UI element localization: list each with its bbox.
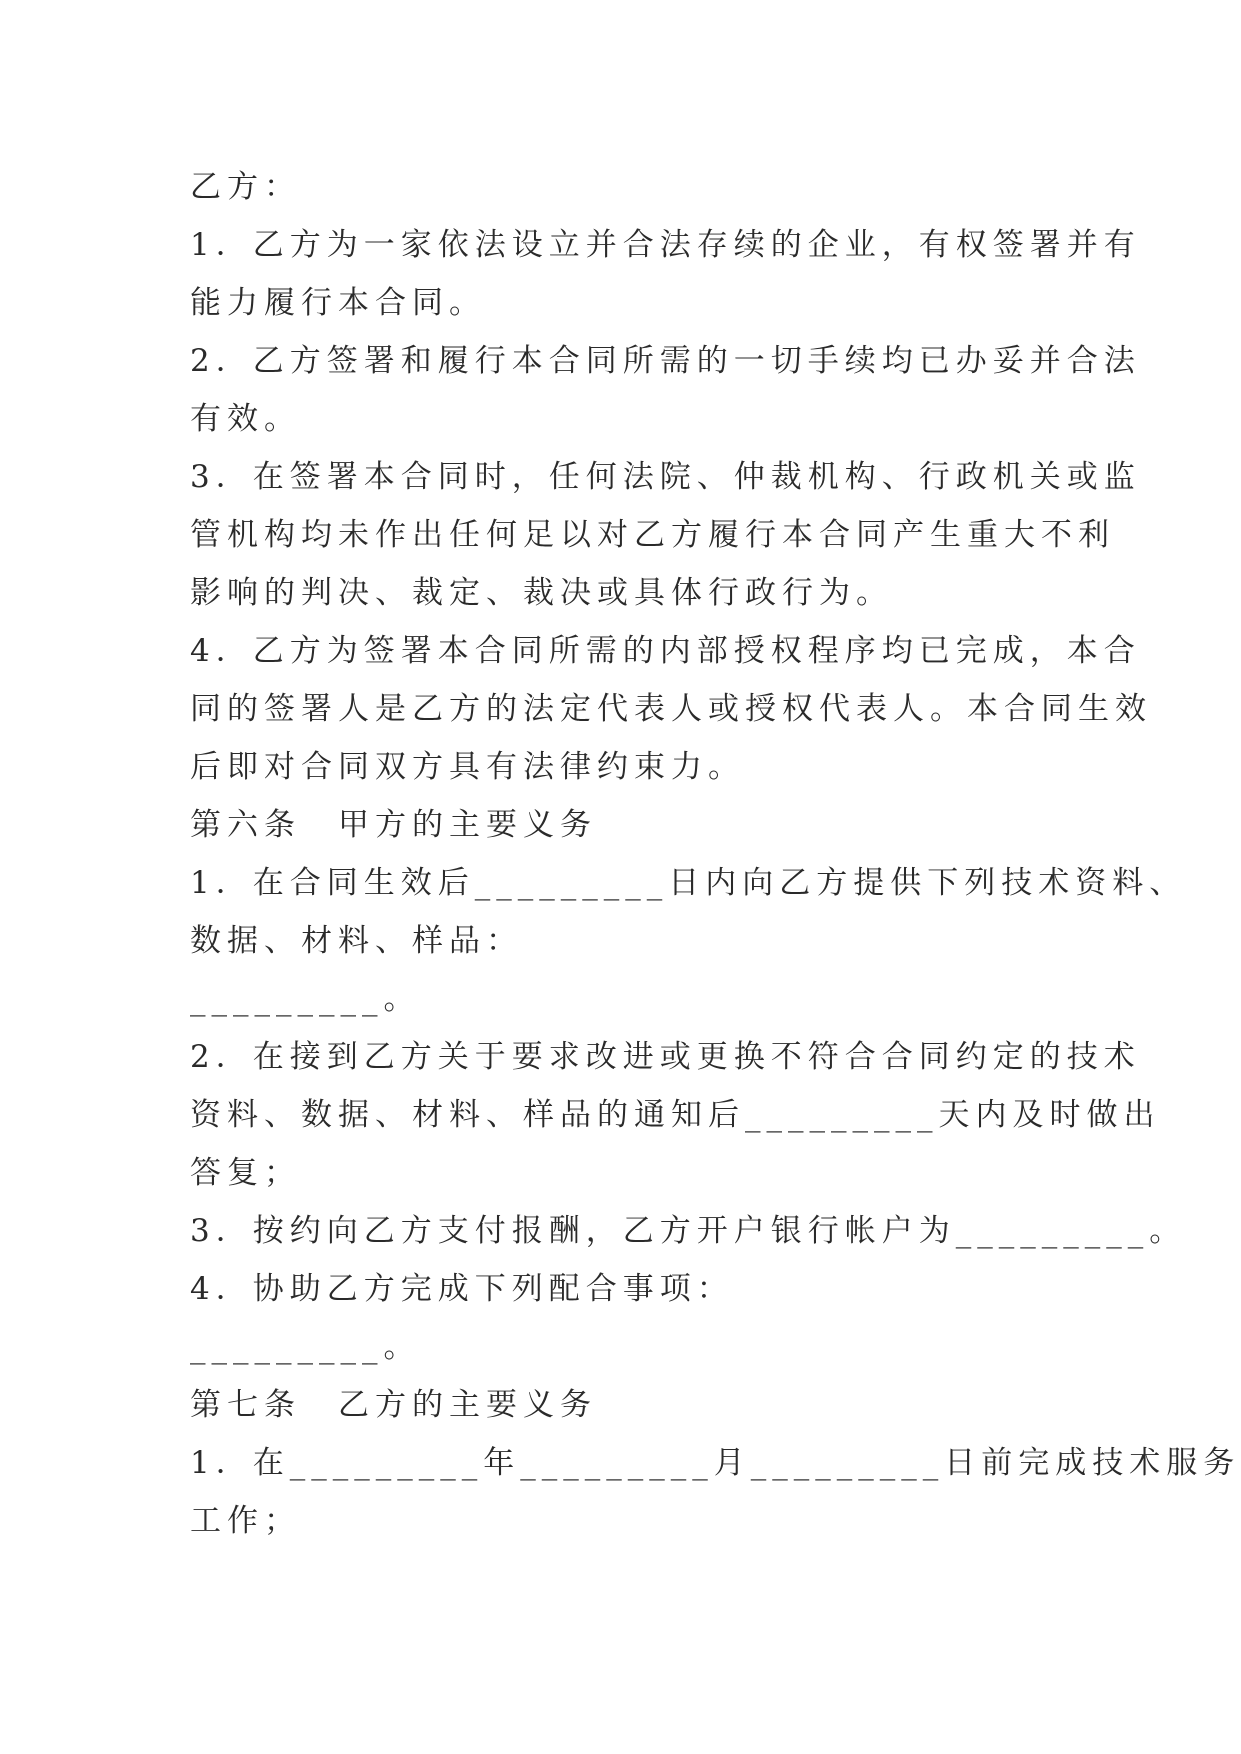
text-line: 1．在_________年_________月_________日前完成技术服务 xyxy=(190,1445,1241,1481)
text-line: 2．乙方签署和履行本合同所需的一切手续均已办妥并合法 xyxy=(190,343,1141,379)
text-line: 同的签署人是乙方的法定代表人或授权代表人。本合同生效 xyxy=(190,691,1152,727)
blank-fill-line: _________。 xyxy=(190,1329,421,1365)
text-line: 4．协助乙方完成下列配合事项： xyxy=(190,1271,734,1307)
text-line: 能力履行本合同。 xyxy=(190,285,486,321)
party-b-heading: 乙方： xyxy=(190,169,301,205)
text-line: 资料、数据、材料、样品的通知后_________天内及时做出 xyxy=(190,1097,1161,1133)
text-line: 有效。 xyxy=(190,401,301,437)
text-line: 影响的判决、裁定、裁决或具体行政行为。 xyxy=(190,575,893,611)
text-line: 工作； xyxy=(190,1503,301,1539)
text-line: 4．乙方为签署本合同所需的内部授权程序均已完成，本合 xyxy=(190,633,1141,669)
text-line: 数据、材料、样品： xyxy=(190,923,523,959)
text-line: 管机构均未作出任何足以对乙方履行本合同产生重大不利 xyxy=(190,517,1115,553)
text-line: 3．在签署本合同时，任何法院、仲裁机构、行政机关或监 xyxy=(190,459,1141,495)
document-body xyxy=(190,158,1241,1550)
text-line: 3．按约向乙方支付报酬，乙方开户银行帐户为_________。 xyxy=(190,1213,1187,1249)
text-line: 1．在合同生效后_________日内向乙方提供下列技术资料、 xyxy=(190,865,1187,901)
text-line: 2．在接到乙方关于要求改进或更换不符合合同约定的技术 xyxy=(190,1039,1141,1075)
blank-fill-line: _________。 xyxy=(190,981,421,1017)
article-6-heading: 第六条 甲方的主要义务 xyxy=(190,807,597,843)
text-line: 1．乙方为一家依法设立并合法存续的企业，有权签署并有 xyxy=(190,227,1141,263)
text-line: 后即对合同双方具有法律约束力。 xyxy=(190,749,745,785)
text-line: 答复； xyxy=(190,1155,301,1191)
article-7-heading: 第七条 乙方的主要义务 xyxy=(190,1387,597,1423)
